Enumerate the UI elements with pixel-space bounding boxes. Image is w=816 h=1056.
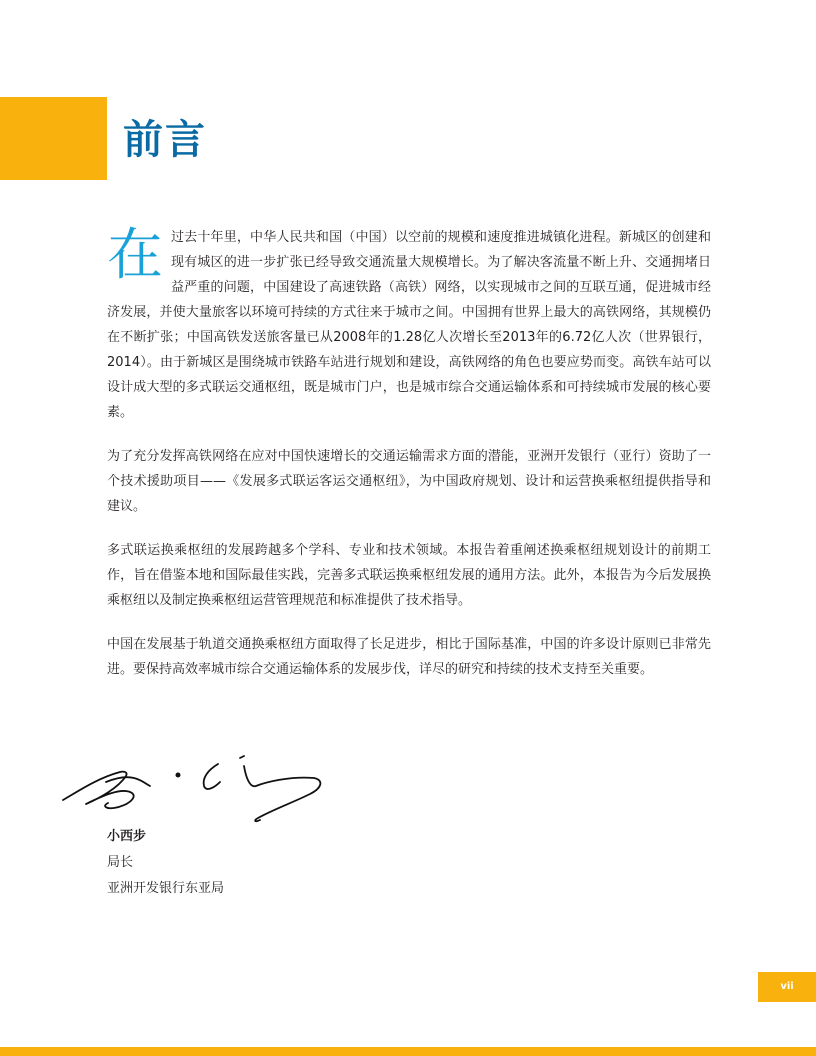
body-text	[107, 225, 711, 701]
signatory-name: 小西步	[107, 829, 147, 844]
paragraph-1-text: 过去十年里，中华人民共和国（中国）以空前的规模和速度推进城镇化进程。新城区的创建和现有城区的进一步扩张已经导致交通流量大规模增长。为了解决客流量不断上升、交通拥堵日益严重的问题，中国建设了高速铁路（高铁）网络，以实现城市之间的互联互通，促进城市经济发展，并使大量旅客以环境可持续的方式往来于城市之间。中国拥有世界上最大的高铁网络，其规模仍在不断扩张；中国高铁发送旅客量已从2008年的1.28亿人次增长至2013年的6.72亿人次（世界银行，2014）。由于新城区是围绕城市铁路车站进行规划和建设，高铁网络的角色也要应势而变。高铁车站可以设计成大型的多式联运交通枢纽，既是城市门户，也是城市综合交通运输体系和可持续城市发展的核心要素。	[107, 230, 711, 420]
page-number: vii	[758, 972, 816, 1002]
handwritten-signature	[58, 748, 328, 830]
paragraph-2: 为了充分发挥高铁网络在应对中国快速增长的交通运输需求方面的潜能，亚洲开发银行（亚行）资助了一个技术援助项目——《发展多式联运客运交通枢纽》，为中国政府规划、设计和运营换乘枢纽提供指导和建议。	[107, 449, 711, 514]
paragraph-3: 多式联运换乘枢纽的发展跨越多个学科、专业和技术领域。本报告着重阐述换乘枢纽规划设计的前期工作，旨在借鉴本地和国际最佳实践，完善多式联运换乘枢纽发展的通用方法。此外，本报告为今后发展换乘枢纽以及制定换乘枢纽运营管理规范和标准提供了技术指导。	[107, 543, 711, 608]
bottom-accent-bar	[0, 1047, 816, 1056]
drop-cap: 在	[107, 223, 163, 288]
paragraph-4: 中国在发展基于轨道交通换乘枢纽方面取得了长足进步，相比于国际基准，中国的许多设计原则已非常先进。要保持高效率城市综合交通运输体系的发展步伐，详尽的研究和持续的技术支持至关重要。	[107, 637, 711, 677]
signature-block	[107, 824, 224, 902]
title-accent-block	[0, 97, 107, 180]
paragraph-1	[107, 225, 711, 425]
signatory-organization: 亚洲开发银行东亚局	[107, 881, 225, 896]
page-title: 前言	[123, 117, 207, 163]
signatory-title: 局长	[107, 855, 134, 870]
